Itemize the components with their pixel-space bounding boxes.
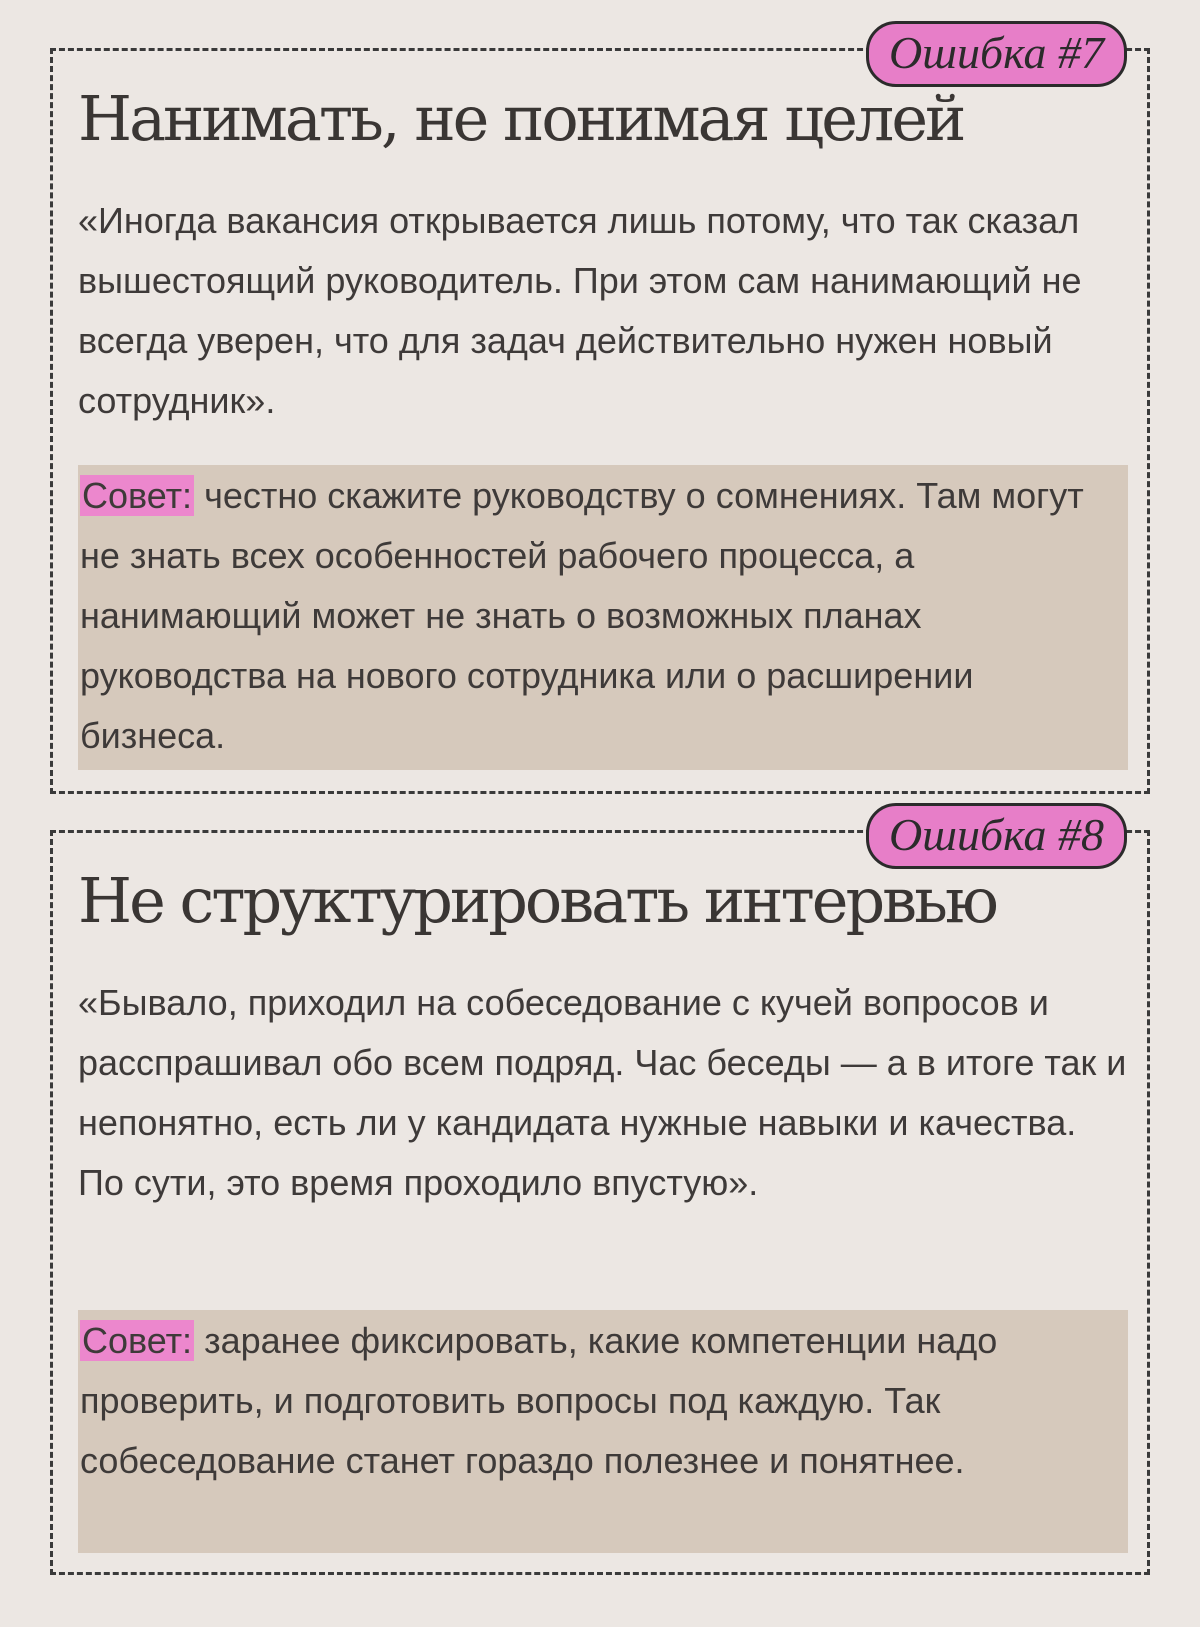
mistake-title: Не структурировать интервью <box>78 864 996 937</box>
advice-box <box>78 1310 1128 1553</box>
advice-label: Совет: <box>82 1320 193 1361</box>
advice-text: честно скажите руководству о сомнениях. Там могут не знать всех особенностей рабочего процесса, а нанимающий может не знать о возможных планах руководства на нового сотрудника или о расширении бизнеса. <box>80 475 1084 756</box>
advice-text: заранее фиксировать, какие компетенции надо проверить, и подготовить вопросы под каждую. Так собеседование станет гораздо полезнее и понятнее. <box>80 1320 998 1481</box>
mistake-quote: «Иногда вакансия открывается лишь потому, что так сказал вышестоящий руководитель. При этом сам нанимающий не всегда уверен, что для задач действительно нужен новый сотрудник». <box>78 200 1082 421</box>
mistake-card-7 <box>50 27 1150 794</box>
mistake-badge: Ошибка #8 <box>866 803 1127 869</box>
advice-label: Совет: <box>82 475 193 516</box>
advice-box <box>78 465 1128 770</box>
mistake-quote: «Бывало, приходил на собеседование с кучей вопросов и расспрашивал обо всем подряд. Час беседы — а в итоге так и непонятно, есть ли у кандидата нужные навыки и качества. По сути, это время проходило впустую». <box>78 982 1127 1203</box>
mistake-card-8 <box>50 809 1150 1575</box>
mistake-title: Нанимать, не понимая целей <box>78 82 964 155</box>
mistake-badge: Ошибка #7 <box>866 21 1127 87</box>
